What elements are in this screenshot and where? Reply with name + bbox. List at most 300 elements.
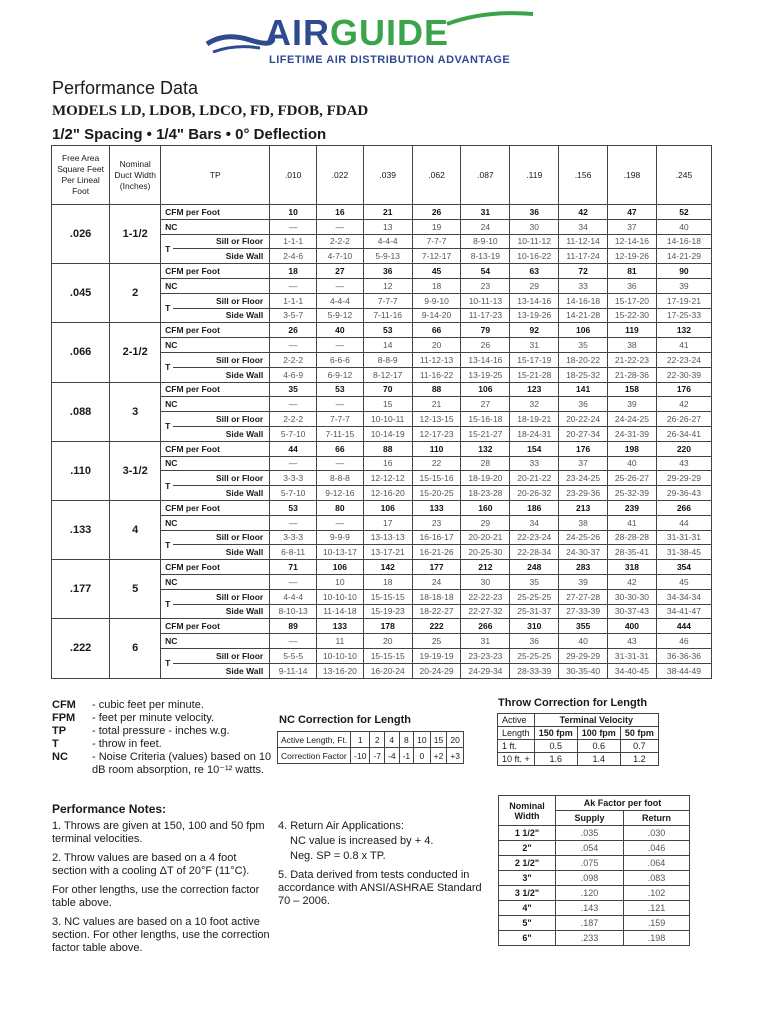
spacing-heading: 1/2" Spacing • 1/4" Bars • 0° Deflection [52,126,327,143]
side-wall-throw-cell: 13-17-21 [363,545,412,560]
return-cell: .198 [623,931,689,946]
nc-cell: — [270,634,317,649]
side-wall-throw-cell: 4-7-10 [317,249,364,264]
cfm-cell: 178 [363,619,412,634]
side-wall-label: Side Wall [173,308,270,323]
nc-cell: 33 [510,456,559,471]
cfm-cell: 400 [608,619,657,634]
table-row: Nominal Width Ak Factor per foot [499,796,690,811]
return-cell: .046 [623,841,689,856]
side-wall-throw-cell: 6-8-11 [270,545,317,560]
tp-value: .087 [461,146,510,205]
nominal-width-cell: 2 1/2" [499,856,556,871]
cfm-cell: 26 [412,205,461,220]
sill-throw-cell: 24-25-26 [559,530,608,545]
nominal-width-cell: 6 [110,619,161,678]
sill-throw-cell: 18-19-20 [461,471,510,486]
side-wall-throw-cell: 6-9-12 [317,367,364,382]
nc-cell: 11 [317,634,364,649]
cfm-label: CFM per Foot [161,441,270,456]
side-wall-label: Side Wall [173,663,270,678]
side-wall-throw-cell: 21-28-36 [608,367,657,382]
side-wall-throw-cell: 5-9-12 [317,308,364,323]
nc-label: NC [161,219,270,234]
sill-throw-cell: 7-7-7 [317,412,364,427]
free-area-cell: .088 [52,382,110,441]
sill-throw-cell: 25-26-27 [608,471,657,486]
side-wall-throw-cell: 18-25-32 [559,367,608,382]
nc-cell: 40 [656,219,711,234]
sill-throw-cell: 3-3-3 [270,471,317,486]
sill-throw-cell: 15-16-18 [461,412,510,427]
sill-throw-cell: 12-13-15 [412,412,461,427]
cfm-cell: 53 [270,500,317,515]
sill-label: Sill or Floor [173,412,270,427]
legend-item: CFM - cubic feet per minute. [52,699,204,711]
cfm-cell: 119 [608,323,657,338]
throw-label: T [161,648,173,678]
cfm-cell: 71 [270,560,317,575]
nc-cell: 42 [656,397,711,412]
performance-notes-left [52,820,270,961]
side-wall-throw-cell: 9-12-16 [317,486,364,501]
nc-cell: — [317,338,364,353]
return-cell: .159 [623,916,689,931]
table-row [499,916,690,931]
side-wall-throw-cell: 15-21-27 [461,426,510,441]
nc-cell: 39 [559,574,608,589]
free-area-cell: .045 [52,264,110,323]
cfm-cell: 158 [608,382,657,397]
sill-throw-cell: 2-2-2 [317,234,364,249]
sill-throw-cell: 4-4-4 [363,234,412,249]
side-wall-throw-cell: 22-30-39 [656,367,711,382]
table-row: Correction Factor -10 -7 -4 -1 0 +2 +3 [278,748,464,764]
table-row [52,205,712,220]
free-area-cell: .177 [52,560,110,619]
side-wall-throw-cell: 29-36-43 [656,486,711,501]
side-wall-throw-cell: 12-19-26 [608,249,657,264]
nc-cell: 41 [656,338,711,353]
cfm-cell: 141 [559,382,608,397]
cfm-label: CFM per Foot [161,264,270,279]
nc-cell: 14 [363,338,412,353]
table-row [52,264,712,279]
cfm-cell: 53 [363,323,412,338]
table-row [52,382,712,397]
cfm-cell: 142 [363,560,412,575]
cfm-cell: 40 [317,323,364,338]
cfm-cell: 186 [510,500,559,515]
sill-throw-cell: 31-31-31 [656,530,711,545]
sill-throw-cell: 27-27-28 [559,589,608,604]
note: 5. Data derived from tests conducted in accordance with ANSI/ASHRAE Standard 70 – 2006. [278,869,482,907]
sill-label: Sill or Floor [173,293,270,308]
nominal-width-cell: 5" [499,916,556,931]
nc-cell: — [270,338,317,353]
side-wall-throw-cell: 13-16-20 [317,663,364,678]
sill-throw-cell: 14-16-18 [656,234,711,249]
sill-throw-cell: 5-5-5 [270,648,317,663]
free-area-cell: .110 [52,441,110,500]
cfm-cell: 80 [317,500,364,515]
sill-throw-cell: 7-7-7 [412,234,461,249]
supply-cell: .143 [556,901,624,916]
nc-label: NC [161,338,270,353]
nc-label: NC [161,634,270,649]
sill-throw-cell: 18-18-18 [412,589,461,604]
nc-cell: 39 [608,397,657,412]
note: NC value is increased by + 4. [290,835,434,847]
cfm-cell: 220 [656,441,711,456]
sill-throw-cell: 20-22-24 [559,412,608,427]
nc-cell: 43 [656,456,711,471]
nc-cell: — [317,397,364,412]
cfm-cell: 176 [559,441,608,456]
side-wall-throw-cell: 10-16-22 [510,249,559,264]
side-wall-throw-cell: 8-12-17 [363,367,412,382]
nc-cell: 35 [559,338,608,353]
nc-cell: 28 [461,456,510,471]
cfm-cell: 36 [510,205,559,220]
nc-cell: — [270,456,317,471]
sill-label: Sill or Floor [173,352,270,367]
note: 2. Throw values are based on a 4 foot section with a cooling ΔT of 20°F (11°C). [52,852,250,877]
side-wall-throw-cell: 38-44-49 [656,663,711,678]
nc-cell: 25 [412,634,461,649]
cfm-cell: 35 [270,382,317,397]
cfm-label: CFM per Foot [161,500,270,515]
nc-cell: 12 [363,278,412,293]
cfm-cell: 66 [412,323,461,338]
logo-wordmark: AIRGUIDE [265,12,450,53]
side-wall-throw-cell: 15-19-23 [363,604,412,619]
cfm-cell: 106 [317,560,364,575]
nominal-width-cell: 4 [110,500,161,559]
nc-cell: 42 [608,574,657,589]
cfm-cell: 177 [412,560,461,575]
side-wall-throw-cell: 18-23-28 [461,486,510,501]
sill-throw-cell: 9-9-9 [317,530,364,545]
nc-cell: 20 [412,338,461,353]
tp-value: .198 [608,146,657,205]
nc-cell: — [317,219,364,234]
side-wall-throw-cell: 24-29-34 [461,663,510,678]
supply-cell: .187 [556,916,624,931]
page-title: Performance Data [52,78,199,98]
cfm-cell: 27 [317,264,364,279]
nc-cell: — [270,278,317,293]
nc-cell: 36 [608,278,657,293]
return-cell: .064 [623,856,689,871]
table-row: 1 ft. 0.5 0.6 0.7 [498,740,659,753]
nominal-width-cell: 3-1/2 [110,441,161,500]
cfm-cell: 444 [656,619,711,634]
side-wall-throw-cell: 15-20-25 [412,486,461,501]
sill-throw-cell: 34-34-34 [656,589,711,604]
cfm-cell: 79 [461,323,510,338]
nominal-width-cell: 3 1/2" [499,886,556,901]
nc-cell: 23 [461,278,510,293]
nc-correction-table [277,731,464,764]
side-wall-label: Side Wall [173,249,270,264]
nc-cell: 29 [461,515,510,530]
table-row [499,901,690,916]
nc-cell: 34 [559,219,608,234]
cfm-cell: 133 [317,619,364,634]
sill-throw-cell: 6-6-6 [317,352,364,367]
nominal-width-cell: 3 [110,382,161,441]
cfm-cell: 88 [363,441,412,456]
side-wall-throw-cell: 4-6-9 [270,367,317,382]
nominal-width-cell: 1 1/2" [499,826,556,841]
cfm-cell: 198 [608,441,657,456]
side-wall-throw-cell: 24-30-37 [559,545,608,560]
return-cell: .121 [623,901,689,916]
cfm-cell: 88 [412,382,461,397]
note: 4. Return Air Applications: [278,820,404,832]
sill-throw-cell: 31-31-31 [608,648,657,663]
cfm-cell: 266 [656,500,711,515]
side-wall-throw-cell: 18-22-27 [412,604,461,619]
table-row [499,931,690,946]
side-wall-throw-cell: 18-24-31 [510,426,559,441]
cfm-cell: 36 [363,264,412,279]
supply-cell: .098 [556,871,624,886]
sill-throw-cell: 10-11-13 [461,293,510,308]
throw-label: T [161,234,173,264]
nc-cell: 34 [510,515,559,530]
sill-throw-cell: 10-11-12 [510,234,559,249]
nc-cell: — [317,456,364,471]
side-wall-throw-cell: 8-10-13 [270,604,317,619]
cfm-cell: 283 [559,560,608,575]
side-wall-throw-cell: 24-31-39 [608,426,657,441]
side-wall-throw-cell: 2-4-6 [270,249,317,264]
tp-value: .062 [412,146,461,205]
sill-throw-cell: 3-3-3 [270,530,317,545]
sill-throw-cell: 22-22-23 [461,589,510,604]
legend-item: FPM - feet per minute velocity. [52,712,215,724]
cfm-cell: 21 [363,205,412,220]
sill-throw-cell: 22-23-24 [656,352,711,367]
nc-cell: 37 [559,456,608,471]
legend-item: T - throw in feet. [52,738,162,750]
nc-cell: 32 [510,397,559,412]
nc-cell: 31 [461,634,510,649]
side-wall-throw-cell: 12-17-23 [412,426,461,441]
nc-cell: 15 [363,397,412,412]
free-area-cell: .222 [52,619,110,678]
side-wall-throw-cell: 14-21-28 [559,308,608,323]
cfm-cell: 10 [270,205,317,220]
supply-cell: .233 [556,931,624,946]
table-row: Length 150 fpm 100 fpm 50 fpm [498,727,659,740]
cfm-cell: 90 [656,264,711,279]
throw-correction-table [497,713,659,766]
nc-cell: — [270,515,317,530]
abbreviation-legend [52,699,272,777]
sill-throw-cell: 19-19-19 [412,648,461,663]
throw-label: T [161,589,173,619]
side-wall-throw-cell: 20-25-30 [461,545,510,560]
cfm-cell: 154 [510,441,559,456]
table-row [52,560,712,575]
table-row [499,826,690,841]
nc-cell: 24 [412,574,461,589]
nc-label: NC [161,515,270,530]
cfm-cell: 70 [363,382,412,397]
throw-label: T [161,530,173,560]
performance-table [51,145,712,679]
cfm-cell: 132 [461,441,510,456]
side-wall-throw-cell: 15-22-30 [608,308,657,323]
cfm-cell: 132 [656,323,711,338]
note: Neg. SP = 0.8 x TP. [290,850,386,862]
tp-value: .156 [559,146,608,205]
leaf-swoosh-icon [445,8,535,28]
side-wall-throw-cell: 14-21-29 [656,249,711,264]
cfm-label: CFM per Foot [161,205,270,220]
cfm-cell: 212 [461,560,510,575]
throw-label: T [161,412,173,442]
sill-throw-cell: 2-2-2 [270,352,317,367]
cfm-cell: 176 [656,382,711,397]
sill-throw-cell: 2-2-2 [270,412,317,427]
cfm-cell: 354 [656,560,711,575]
table-row: 10 ft. + 1.6 1.4 1.2 [498,753,659,766]
side-wall-throw-cell: 25-32-39 [608,486,657,501]
nominal-width-cell: 5 [110,560,161,619]
sill-throw-cell: 24-24-25 [608,412,657,427]
throw-label: T [161,293,173,323]
sill-throw-cell: 17-19-21 [656,293,711,308]
side-wall-throw-cell: 13-19-26 [510,308,559,323]
nc-cell: 43 [608,634,657,649]
sill-throw-cell: 30-30-30 [608,589,657,604]
table-row [499,886,690,901]
nc-cell: 41 [608,515,657,530]
side-wall-label: Side Wall [173,486,270,501]
nc-cell: 40 [608,456,657,471]
cfm-cell: 66 [317,441,364,456]
ak-factor-table [498,795,690,946]
cfm-label: CFM per Foot [161,619,270,634]
header-tp: TP [161,146,270,205]
cfm-cell: 355 [559,619,608,634]
nc-cell: 44 [656,515,711,530]
nc-cell: 46 [656,634,711,649]
sill-throw-cell: 23-23-23 [461,648,510,663]
cfm-cell: 81 [608,264,657,279]
header-free-area: Free Area Square Feet Per Lineal Foot [52,146,110,205]
side-wall-throw-cell: 12-16-20 [363,486,412,501]
nc-label: NC [161,456,270,471]
table-row [52,323,712,338]
nc-cell: 21 [412,397,461,412]
nc-cell: 35 [510,574,559,589]
sill-throw-cell: 15-17-19 [510,352,559,367]
nominal-width-cell: 6" [499,931,556,946]
sill-throw-cell: 8-8-9 [363,352,412,367]
side-wall-throw-cell: 20-24-29 [412,663,461,678]
side-wall-label: Side Wall [173,367,270,382]
nc-cell: 13 [363,219,412,234]
nc-correction-title: NC Correction for Length [279,714,411,726]
sill-throw-cell: 4-4-4 [317,293,364,308]
nc-cell: 16 [363,456,412,471]
sill-throw-cell: 29-29-29 [559,648,608,663]
nc-cell: 20 [363,634,412,649]
nc-cell: — [270,219,317,234]
side-wall-throw-cell: 15-21-28 [510,367,559,382]
side-wall-throw-cell: 17-25-33 [656,308,711,323]
side-wall-throw-cell: 20-27-34 [559,426,608,441]
nominal-width-cell: 4" [499,901,556,916]
sill-throw-cell: 10-10-11 [363,412,412,427]
side-wall-throw-cell: 3-5-7 [270,308,317,323]
side-wall-label: Side Wall [173,545,270,560]
logo-tagline: LIFETIME AIR DISTRIBUTION ADVANTAGE [269,54,511,66]
side-wall-throw-cell: 11-14-18 [317,604,364,619]
sill-throw-cell: 25-25-25 [510,648,559,663]
nc-label: NC [161,278,270,293]
cfm-cell: 266 [461,619,510,634]
cfm-cell: 213 [559,500,608,515]
cfm-cell: 16 [317,205,364,220]
side-wall-throw-cell: 27-33-39 [559,604,608,619]
tp-value: .039 [363,146,412,205]
nominal-width-cell: 3" [499,871,556,886]
table-row [499,871,690,886]
nc-cell: — [270,574,317,589]
table-row [52,619,712,634]
side-wall-throw-cell: 34-40-45 [608,663,657,678]
nc-cell: 38 [608,338,657,353]
cfm-cell: 106 [559,323,608,338]
sill-throw-cell: 15-15-15 [363,589,412,604]
cfm-label: CFM per Foot [161,382,270,397]
side-wall-throw-cell: 7-12-17 [412,249,461,264]
sill-label: Sill or Floor [173,234,270,249]
sill-throw-cell: 14-16-18 [559,293,608,308]
cfm-cell: 248 [510,560,559,575]
sill-throw-cell: 22-23-24 [510,530,559,545]
sill-throw-cell: 18-20-22 [559,352,608,367]
side-wall-throw-cell: 7-11-15 [317,426,364,441]
side-wall-throw-cell: 8-13-19 [461,249,510,264]
table-row: Active Terminal Velocity [498,714,659,727]
note: 3. NC values are based on a 10 foot active section. For other lengths, use the correction factor table above. [52,916,270,954]
free-area-cell: .133 [52,500,110,559]
cfm-cell: 52 [656,205,711,220]
sill-throw-cell: 1-1-1 [270,293,317,308]
table-row: Supply Return [499,811,690,826]
nc-cell: 36 [559,397,608,412]
side-wall-throw-cell: 5-9-13 [363,249,412,264]
supply-cell: .075 [556,856,624,871]
nc-cell: 19 [412,219,461,234]
sill-throw-cell: 21-22-23 [608,352,657,367]
sill-label: Sill or Floor [173,530,270,545]
supply-cell: .035 [556,826,624,841]
return-cell: .083 [623,871,689,886]
nc-cell: 30 [461,574,510,589]
cfm-cell: 133 [412,500,461,515]
tp-value: .245 [656,146,711,205]
cfm-cell: 44 [270,441,317,456]
nc-cell: — [270,397,317,412]
